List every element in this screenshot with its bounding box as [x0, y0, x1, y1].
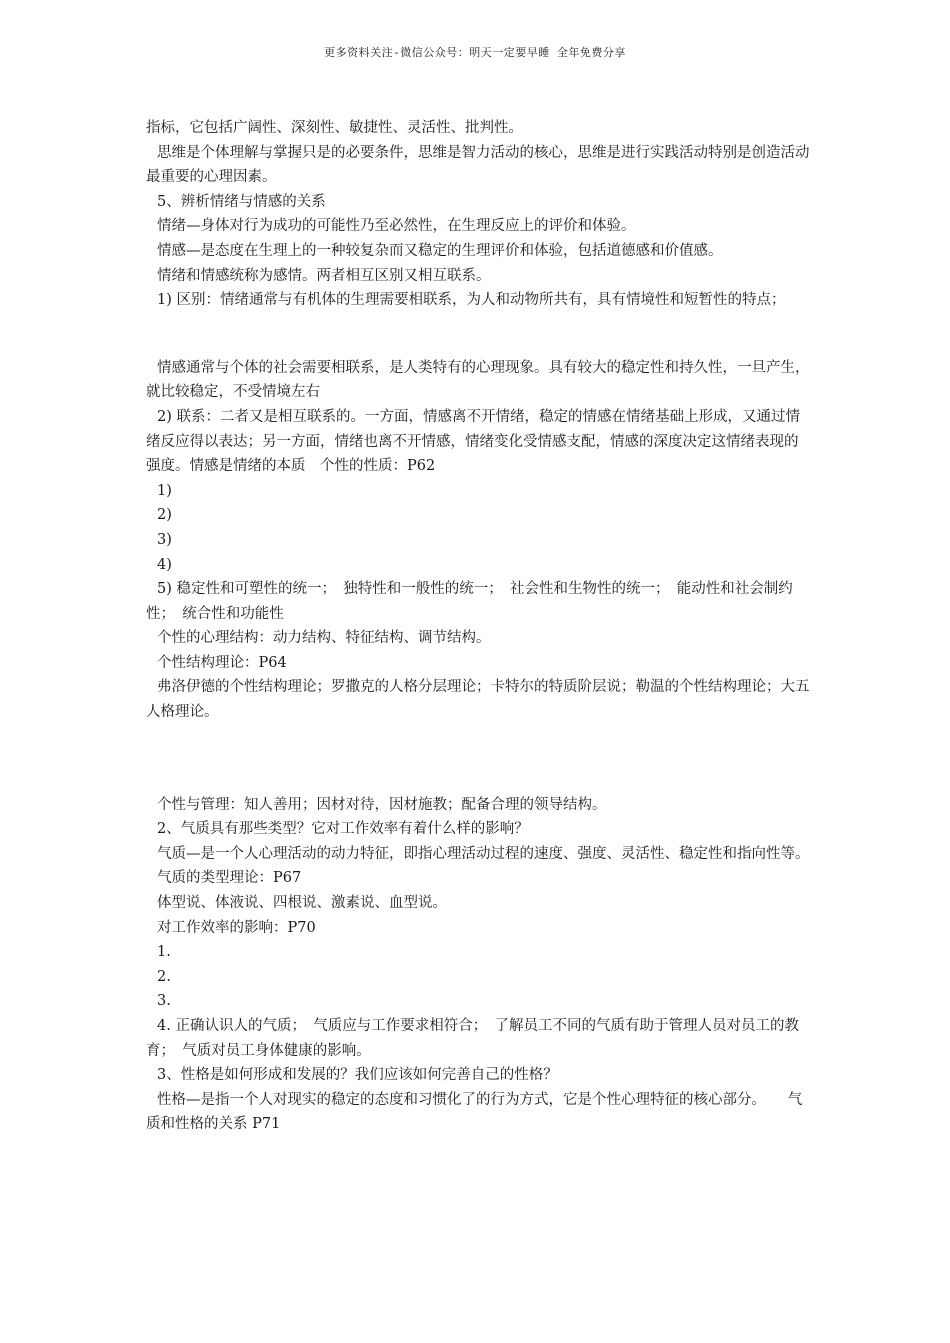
paragraph: 弗洛伊德的个性结构理论；罗撒克的人格分层理论；卡特尔的特质阶层说；勒温的个性结构理论；大五人格理论。: [146, 679, 810, 721]
list-item: 2.: [157, 968, 171, 985]
list-item: 3.: [157, 993, 171, 1010]
paragraph: 思维是个体理解与掌握只是的必要条件，思维是智力活动的核心，思维是进行实践活动特别是创造活动最重要的心理因素。: [146, 144, 810, 186]
paragraph: 1) 区别：情绪通常与有机体的生理需要相联系，为人和动物所共有，具有情境性和短暂性的特点；: [157, 292, 786, 309]
blank-gap: [146, 725, 810, 793]
paragraph: 情感—是态度在生理上的一种较复杂而又稳定的生理评价和体验，包括道德感和价值感。: [157, 242, 723, 259]
paragraph: 个性的心理结构：动力结构、特征结构、调节结构。: [157, 630, 491, 647]
list-item: 3): [157, 531, 172, 548]
section-heading: 5、辨析情绪与情感的关系: [157, 193, 326, 210]
list-item: 1): [157, 482, 172, 499]
paragraph: 指标，它包括广阔性、深刻性、敏捷性、灵活性、批判性。: [146, 120, 523, 136]
paragraph: 对工作效率的影响：P70: [157, 919, 316, 936]
document-body: [146, 116, 810, 1137]
paragraph: 情感通常与个体的社会需要相联系，是人类特有的心理现象。具有较大的稳定性和持久性，一旦产生，就比较稳定，不受情境左右: [146, 359, 810, 401]
paragraph: 2) 联系：二者又是相互联系的。一方面，情感离不开情绪，稳定的情感在情绪基础上形成，又通过情绪反应得以表达；另一方面，情绪也离不开情感，情绪变化受情感支配，情感的深度决定这情绪表现的强度。情感是情绪的本质 个性的性质：P62: [146, 408, 800, 475]
section-heading: 2、气质具有那些类型？它对工作效率有着什么样的影响？: [157, 821, 529, 838]
list-item: 4. 正确认识人的气质； 气质应与工作要求相符合； 了解员工不同的气质有助于管理人员对员工的教育； 气质对员工身体健康的影响。: [146, 1018, 799, 1059]
paragraph: 性格—是指一个人对现实的稳定的态度和习惯化了的行为方式，它是个性心理特征的核心部分。 气质和性格的关系 P71: [146, 1091, 803, 1133]
paragraph: 情绪和情感统称为感情。两者相互区别又相互联系。: [157, 267, 491, 284]
list-item: 2): [157, 507, 172, 524]
list-item: 4): [157, 556, 172, 573]
section-heading: 3、性格是如何形成和发展的？我们应该如何完善自己的性格？: [157, 1067, 558, 1084]
blank-gap: [146, 313, 810, 356]
list-item: 5) 稳定性和可塑性的统一； 独特性和一般性的统一； 社会性和生物性的统一； 能动性和社会制约性； 统合性和功能性: [146, 581, 793, 622]
list-item: 1.: [157, 944, 171, 961]
paragraph: 个性与管理：知人善用；因材对待，因材施教；配备合理的领导结构。: [157, 796, 607, 813]
paragraph: 气质—是一个人心理活动的动力特征，即指心理活动过程的速度、强度、灵活性、稳定性和指向性等。: [157, 845, 810, 862]
paragraph: 体型说、体液说、四根说、激素说、血型说。: [157, 895, 447, 912]
paragraph: 情绪—身体对行为成功的可能性乃至必然性，在生理反应上的评价和体验。: [157, 218, 636, 235]
page-header: 更多资料关注-微信公众号：明天一定要早睡 全年免费分享: [324, 46, 626, 59]
paragraph: 个性结构理论：P64: [157, 654, 287, 671]
paragraph: 气质的类型理论：P67: [157, 870, 302, 887]
